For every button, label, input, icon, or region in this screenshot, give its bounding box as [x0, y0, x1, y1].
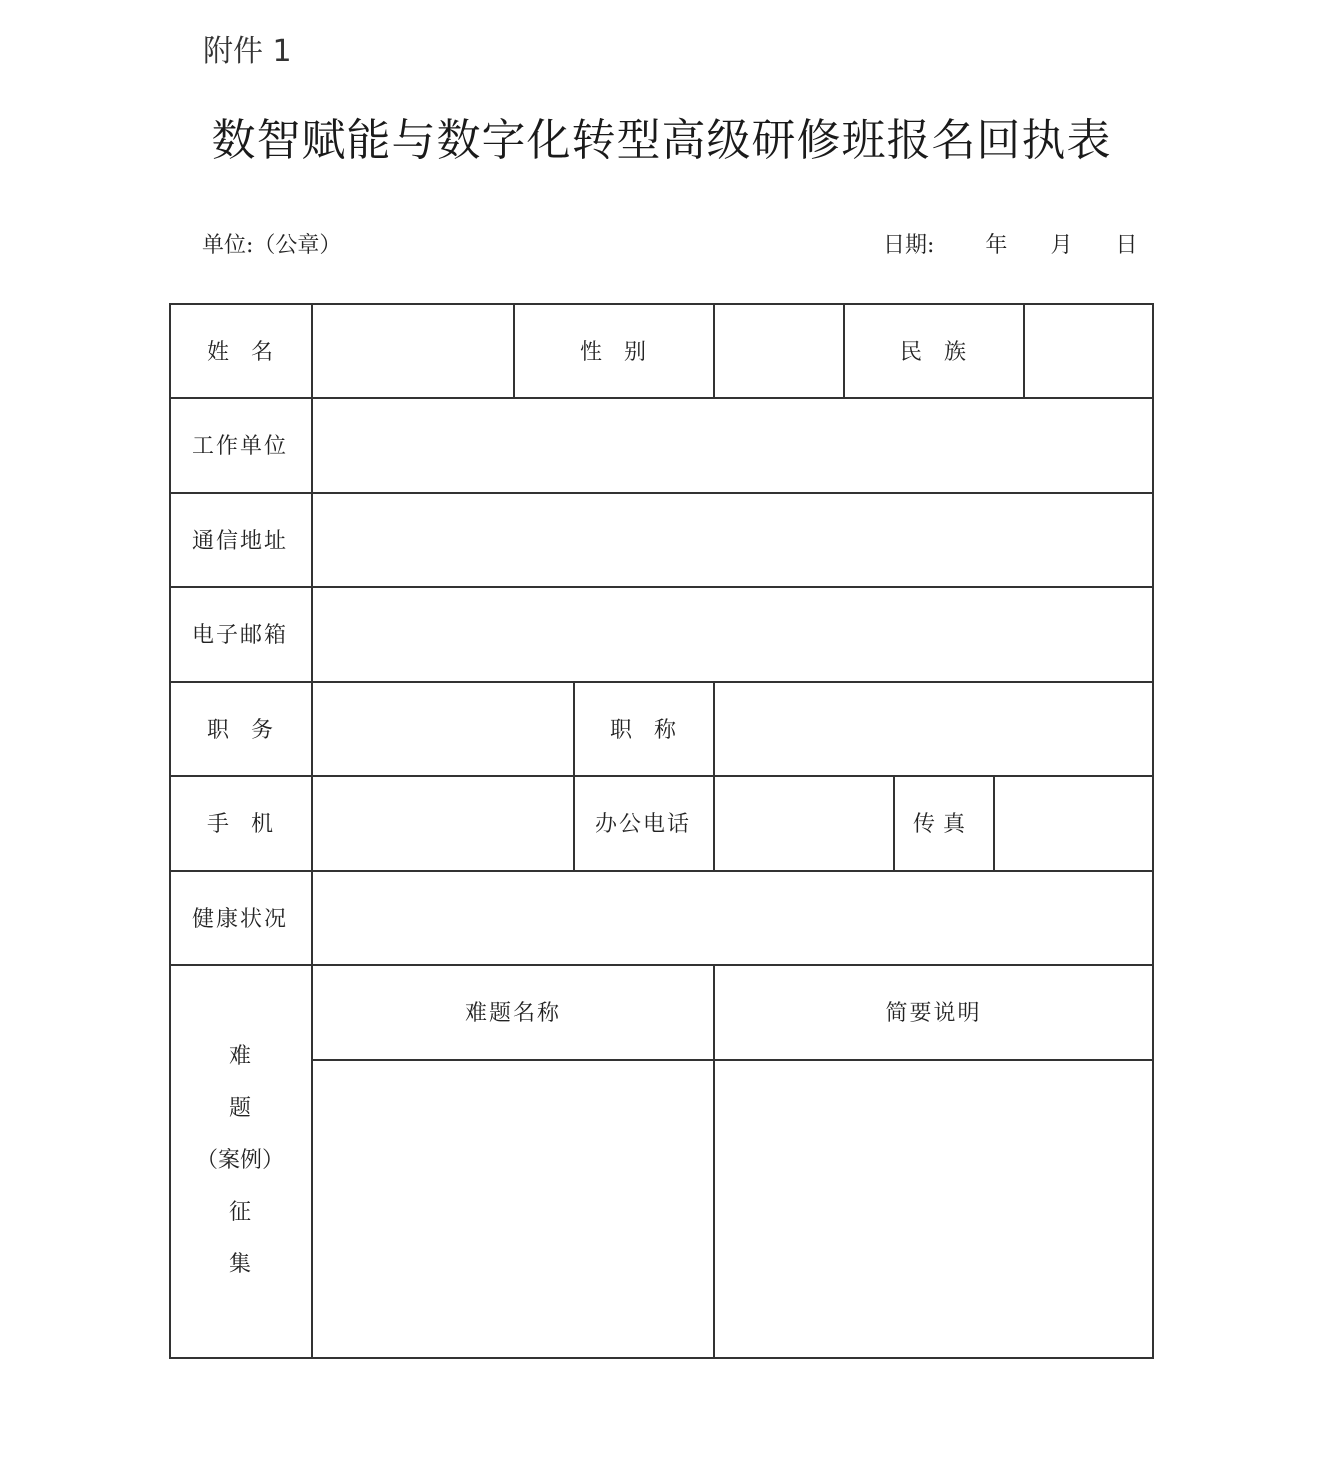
professional-title-label: 职称	[609, 718, 698, 743]
work-unit-label: 工作单位	[191, 434, 288, 459]
table-border-bottom	[169, 1357, 1154, 1359]
collection-label-char: （案例）	[195, 1148, 284, 1173]
address-input[interactable]	[313, 492, 1152, 587]
year-label: 年	[985, 233, 1008, 258]
problem-name-header: 难题名称	[464, 1001, 561, 1026]
attachment-label: 附件 1	[203, 34, 292, 69]
office-phone-input[interactable]	[715, 775, 893, 870]
brief-description-input[interactable]	[715, 1061, 1152, 1357]
collection-label-char: 题	[228, 1096, 251, 1121]
office-phone-label: 办公电话	[594, 812, 691, 837]
collection-label-char: 难	[228, 1044, 251, 1069]
registration-form-table	[169, 303, 1154, 1358]
day-label: 日	[1115, 233, 1138, 258]
email-input[interactable]	[313, 586, 1152, 681]
work-unit-input[interactable]	[313, 397, 1152, 492]
ethnicity-label: 民族	[899, 340, 988, 365]
date-label: 日期:	[883, 233, 935, 258]
position-input[interactable]	[313, 681, 573, 776]
health-input[interactable]	[313, 870, 1152, 965]
professional-title-input[interactable]	[715, 681, 1152, 776]
problem-collection-label	[169, 964, 311, 1358]
collection-label-char: 集	[228, 1252, 251, 1277]
unit-seal-label: 单位:（公章）	[202, 233, 342, 258]
email-label: 电子邮箱	[191, 623, 288, 648]
mobile-input[interactable]	[313, 775, 573, 870]
address-label: 通信地址	[191, 529, 288, 554]
date-field	[883, 228, 1137, 259]
fax-input[interactable]	[995, 775, 1152, 870]
month-label: 月	[1050, 233, 1073, 258]
gender-label: 性别	[579, 340, 668, 365]
mobile-label: 手机	[206, 812, 295, 837]
problem-name-input[interactable]	[313, 1061, 713, 1357]
collection-label-char: 征	[228, 1200, 251, 1225]
table-border-right	[1152, 303, 1154, 1358]
gender-input[interactable]	[715, 303, 843, 398]
name-input[interactable]	[313, 303, 513, 398]
brief-description-header: 简要说明	[885, 1001, 982, 1026]
health-label: 健康状况	[191, 907, 288, 932]
fax-label: 传真	[912, 812, 973, 837]
name-label: 姓名	[206, 340, 295, 365]
page-title: 数智赋能与数字化转型高级研修班报名回执表	[211, 115, 1112, 166]
position-label: 职务	[206, 718, 295, 743]
ethnicity-input[interactable]	[1025, 303, 1152, 398]
